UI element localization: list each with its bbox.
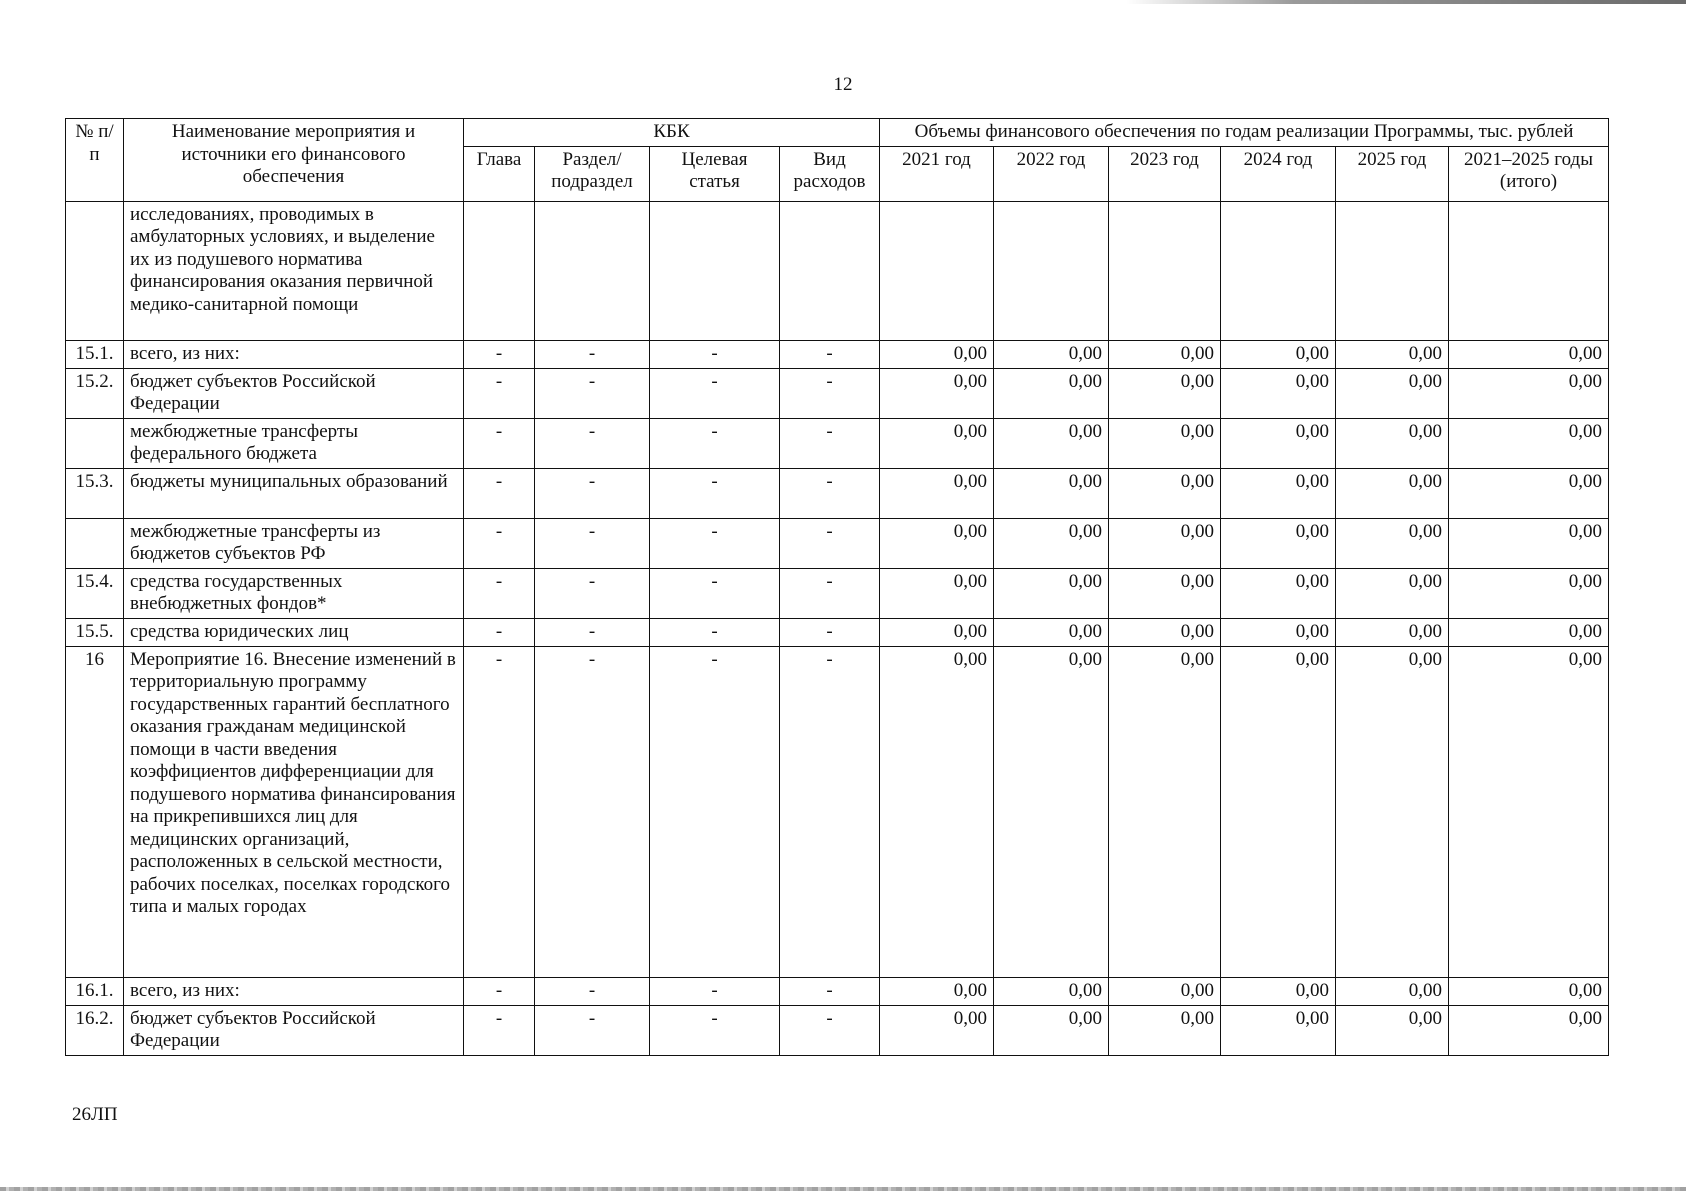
row-name: межбюджетные трансферты из бюджетов субъектов РФ	[124, 518, 464, 568]
table-row	[66, 201, 1609, 340]
table-row	[66, 646, 1609, 977]
row-number: 16.1.	[66, 977, 124, 1005]
table-row	[66, 468, 1609, 518]
header-kbk-expense: Вид расходов	[780, 146, 880, 201]
value-cell: 0,00	[1109, 618, 1221, 646]
value-cell: 0,00	[880, 1005, 994, 1055]
row-number: 15.5.	[66, 618, 124, 646]
value-cell: 0,00	[994, 368, 1109, 418]
table-row	[66, 1005, 1609, 1055]
kbk-cell: -	[650, 340, 780, 368]
table-row	[66, 518, 1609, 568]
value-cell: 0,00	[1336, 618, 1449, 646]
table-row	[66, 568, 1609, 618]
kbk-cell: -	[780, 977, 880, 1005]
kbk-cell: -	[464, 418, 535, 468]
header-volumes: Объемы финансового обеспечения по годам реализации Программы, тыс. рублей	[880, 119, 1609, 147]
table-row	[66, 618, 1609, 646]
kbk-cell: -	[780, 340, 880, 368]
kbk-cell: -	[650, 468, 780, 518]
value-cell: 0,00	[1336, 368, 1449, 418]
kbk-cell: -	[535, 1005, 650, 1055]
value-cell: 0,00	[994, 568, 1109, 618]
value-cell: 0,00	[1109, 1005, 1221, 1055]
value-cell: 0,00	[994, 646, 1109, 977]
table-row	[66, 977, 1609, 1005]
kbk-cell: -	[535, 977, 650, 1005]
kbk-cell: -	[780, 646, 880, 977]
kbk-cell: -	[780, 368, 880, 418]
row-number	[66, 418, 124, 468]
value-cell: 0,00	[1336, 468, 1449, 518]
value-cell: 0,00	[1449, 977, 1609, 1005]
kbk-cell: -	[650, 977, 780, 1005]
value-cell: 0,00	[1109, 340, 1221, 368]
scan-edge-bottom	[0, 1187, 1686, 1191]
kbk-cell: -	[535, 368, 650, 418]
value-cell: 0,00	[1109, 518, 1221, 568]
value-cell: 0,00	[1109, 418, 1221, 468]
kbk-cell: -	[780, 418, 880, 468]
value-cell	[994, 201, 1109, 340]
value-cell: 0,00	[994, 618, 1109, 646]
value-cell: 0,00	[994, 977, 1109, 1005]
row-name: межбюджетные трансферты федерального бюджета	[124, 418, 464, 468]
value-cell: 0,00	[1221, 568, 1336, 618]
value-cell: 0,00	[1221, 368, 1336, 418]
value-cell	[1336, 201, 1449, 340]
kbk-cell: -	[464, 646, 535, 977]
value-cell: 0,00	[880, 618, 994, 646]
value-cell: 0,00	[1336, 340, 1449, 368]
kbk-cell: -	[780, 1005, 880, 1055]
table-row	[66, 418, 1609, 468]
value-cell: 0,00	[1336, 418, 1449, 468]
value-cell: 0,00	[1449, 618, 1609, 646]
header-year-2025: 2025 год	[1336, 146, 1449, 201]
row-name: бюджет субъектов Российской Федерации	[124, 1005, 464, 1055]
row-name: средства государственных внебюджетных фондов*	[124, 568, 464, 618]
kbk-cell	[780, 201, 880, 340]
kbk-cell: -	[650, 518, 780, 568]
kbk-cell: -	[650, 646, 780, 977]
row-number: 15.3.	[66, 468, 124, 518]
table-row	[66, 340, 1609, 368]
value-cell: 0,00	[1336, 1005, 1449, 1055]
value-cell: 0,00	[880, 518, 994, 568]
value-cell	[880, 201, 994, 340]
value-cell	[1109, 201, 1221, 340]
kbk-cell	[650, 201, 780, 340]
kbk-cell: -	[535, 340, 650, 368]
row-name: всего, из них:	[124, 340, 464, 368]
kbk-cell: -	[650, 1005, 780, 1055]
value-cell: 0,00	[1109, 368, 1221, 418]
header-year-2023: 2023 год	[1109, 146, 1221, 201]
value-cell: 0,00	[880, 977, 994, 1005]
value-cell: 0,00	[1449, 468, 1609, 518]
value-cell: 0,00	[880, 646, 994, 977]
row-number	[66, 201, 124, 340]
kbk-cell: -	[464, 368, 535, 418]
value-cell: 0,00	[1221, 518, 1336, 568]
value-cell: 0,00	[880, 340, 994, 368]
value-cell: 0,00	[1221, 1005, 1336, 1055]
value-cell: 0,00	[1449, 418, 1609, 468]
value-cell: 0,00	[1109, 568, 1221, 618]
row-number: 15.2.	[66, 368, 124, 418]
value-cell: 0,00	[994, 1005, 1109, 1055]
value-cell: 0,00	[880, 468, 994, 518]
value-cell: 0,00	[1336, 568, 1449, 618]
header-year-2022: 2022 год	[994, 146, 1109, 201]
value-cell: 0,00	[1449, 518, 1609, 568]
header-kbk-section: Раздел/ подраздел	[535, 146, 650, 201]
kbk-cell: -	[650, 368, 780, 418]
kbk-cell: -	[464, 468, 535, 518]
page-number: 12	[833, 74, 853, 95]
kbk-cell: -	[780, 468, 880, 518]
value-cell: 0,00	[1109, 646, 1221, 977]
kbk-cell: -	[464, 518, 535, 568]
kbk-cell: -	[535, 418, 650, 468]
header-year-2024: 2024 год	[1221, 146, 1336, 201]
value-cell: 0,00	[1221, 468, 1336, 518]
row-number: 15.4.	[66, 568, 124, 618]
header-kbk-chapter: Глава	[464, 146, 535, 201]
header-row-top	[66, 119, 1609, 147]
row-name: исследованиях, проводимых в амбулаторных условиях, и выделение их из подушевого норматива финансирования оказания первичной медико-санитарной помощи	[124, 201, 464, 340]
header-year-total: 2021–2025 годы (итого)	[1449, 146, 1609, 201]
value-cell	[1221, 201, 1336, 340]
value-cell: 0,00	[994, 518, 1109, 568]
value-cell: 0,00	[880, 568, 994, 618]
document-code: 26ЛП	[72, 1104, 118, 1125]
table-body	[66, 201, 1609, 1055]
header-kbk: КБК	[464, 119, 880, 147]
kbk-cell: -	[650, 568, 780, 618]
row-name: средства юридических лиц	[124, 618, 464, 646]
value-cell: 0,00	[1109, 468, 1221, 518]
value-cell	[1449, 201, 1609, 340]
value-cell: 0,00	[994, 340, 1109, 368]
kbk-cell: -	[535, 646, 650, 977]
row-number: 16	[66, 646, 124, 977]
row-name: всего, из них:	[124, 977, 464, 1005]
row-number: 15.1.	[66, 340, 124, 368]
value-cell: 0,00	[994, 468, 1109, 518]
kbk-cell: -	[780, 518, 880, 568]
value-cell: 0,00	[1221, 618, 1336, 646]
kbk-cell: -	[650, 618, 780, 646]
kbk-cell: -	[535, 518, 650, 568]
value-cell: 0,00	[880, 368, 994, 418]
value-cell: 0,00	[1449, 340, 1609, 368]
kbk-cell	[464, 201, 535, 340]
value-cell: 0,00	[1336, 646, 1449, 977]
value-cell: 0,00	[1221, 340, 1336, 368]
kbk-cell: -	[780, 618, 880, 646]
value-cell: 0,00	[1449, 568, 1609, 618]
value-cell: 0,00	[880, 418, 994, 468]
kbk-cell: -	[464, 568, 535, 618]
value-cell: 0,00	[994, 418, 1109, 468]
value-cell: 0,00	[1449, 1005, 1609, 1055]
financing-table	[65, 118, 1609, 1056]
header-kbk-target: Целевая статья	[650, 146, 780, 201]
row-name: бюджеты муниципальных образований	[124, 468, 464, 518]
row-number	[66, 518, 124, 568]
kbk-cell: -	[650, 418, 780, 468]
value-cell: 0,00	[1109, 977, 1221, 1005]
kbk-cell: -	[535, 568, 650, 618]
table-row	[66, 368, 1609, 418]
kbk-cell: -	[464, 977, 535, 1005]
kbk-cell: -	[780, 568, 880, 618]
header-name: Наименование мероприятия и источники его финансового обеспечения	[124, 119, 464, 202]
row-name: Мероприятие 16. Внесение изменений в территориальную программу государственных гарантий бесплатного оказания гражданам медицинской помощи в части введения коэффициентов дифференциации для подушевого норматива финансирования на прикрепившихся лиц для медицинских организаций, расположенных в сельской местности, рабочих поселках, поселках городского типа и малых городах	[124, 646, 464, 977]
header-num: № п/п	[66, 119, 124, 202]
kbk-cell: -	[535, 468, 650, 518]
value-cell: 0,00	[1221, 977, 1336, 1005]
value-cell: 0,00	[1449, 368, 1609, 418]
value-cell: 0,00	[1221, 418, 1336, 468]
value-cell: 0,00	[1336, 977, 1449, 1005]
scan-edge-top	[1126, 0, 1686, 4]
kbk-cell: -	[464, 340, 535, 368]
value-cell: 0,00	[1449, 646, 1609, 977]
value-cell: 0,00	[1221, 646, 1336, 977]
value-cell: 0,00	[1336, 518, 1449, 568]
header-year-2021: 2021 год	[880, 146, 994, 201]
row-number: 16.2.	[66, 1005, 124, 1055]
kbk-cell: -	[535, 618, 650, 646]
kbk-cell: -	[464, 1005, 535, 1055]
kbk-cell	[535, 201, 650, 340]
row-name: бюджет субъектов Российской Федерации	[124, 368, 464, 418]
kbk-cell: -	[464, 618, 535, 646]
